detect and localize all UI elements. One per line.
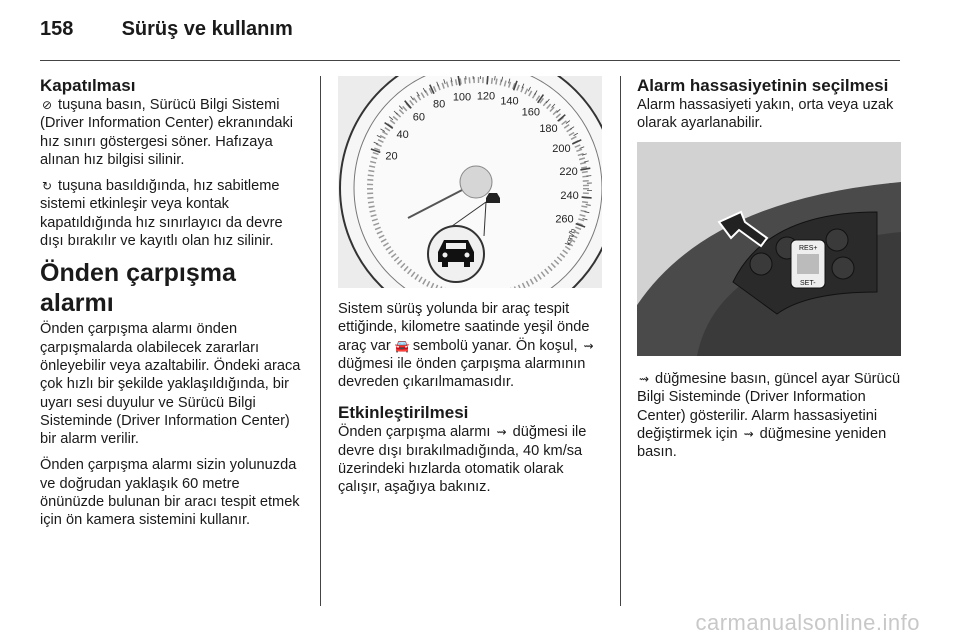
column-divider-left [320, 76, 321, 606]
right-column [637, 76, 901, 141]
vehicle-ahead-icon: 🚘 [394, 338, 410, 353]
column-divider-right [620, 76, 621, 606]
watermark: carmanualsonline.info [695, 610, 920, 635]
left-column [40, 76, 306, 538]
speedometer-illustration [338, 76, 602, 288]
speedometer-label: 160 [521, 106, 540, 119]
set-label: SET- [800, 280, 816, 287]
speedometer-label: 200 [552, 143, 571, 156]
section-title: Sürüş ve kullanım [121, 18, 293, 40]
paragraph-limiter-off: ⊘ tuşuna basın, Sürücü Bilgi Sistemi (Driver Information Center) ekranındaki hız sınırı göstergesi söner. Hafızaya alınan hız bilgisi silinir. [40, 97, 294, 168]
paragraph-cancel: ↻ tuşuna basıldığında, hız sabitleme sistemi etkinleşir veya kontak kapatıldığında hız sınırlayıcı da devre dışı bırakılır ve kayıtlı olan hız silinir. [40, 178, 283, 250]
steering-wheel-illustration [637, 142, 901, 356]
steering-wheel-figure [637, 142, 901, 356]
cancel-icon: ↻ [41, 179, 53, 194]
paragraph-intro: Önden çarpışma alarmı önden çarpışmalarda olabilecek zararları önleyebilir veya azaltabilir. Öndeki araca çok hızlı bir şekilde yaklaşıldığında, bir uyarı sesi duyulur ve Sürücü Bilgi Sisteminde (Driver Information Center) bir alarm verilir. [40, 321, 301, 448]
heading-kapatilmasi: Kapatılması [40, 76, 136, 95]
speedometer-tick [466, 76, 467, 80]
speedometer-label: 60 [412, 111, 426, 124]
speedometer-label: 40 [396, 129, 409, 142]
res-label: RES+ [799, 245, 818, 252]
speedometer-label: 260 [555, 213, 574, 226]
middle-column [338, 300, 606, 505]
paragraph-activation: Önden çarpışma alarmı ⇝ düğmesi ile devre dışı bırakılmadığında, 40 km/sa üzerindeki hızlarda otomatik olarak çalışır, aşağıya bakınız. [338, 424, 587, 496]
paragraph-vehicle-detected: Sistem sürüş yolunda bir araç tespit ettiğinde, kilometre saatinde yeşil önde araç var 🚘 sembolü yanar. Ön koşul, ⇝ düğmesi ile önden çarpışma alarmının devreden çıkarılmamasıdır. [338, 301, 594, 391]
limiter-icon: ⊘ [41, 98, 53, 112]
right-column-lower [637, 370, 901, 469]
collision-alert-icon: ⇝ [583, 338, 594, 353]
paragraph-camera: Önden çarpışma alarmı sizin yolunuzda ve doğrudan yaklaşık 60 metre önünüzde bulunan bir aracı tespit etmek için ön kamera sistemini kullanır. [40, 457, 300, 529]
speedometer-label: 20 [385, 150, 398, 163]
speedometer-label: 120 [476, 90, 496, 103]
heading-onden-carpisma: Önden çarpışma alarmı [40, 259, 236, 318]
speedometer-label: 80 [432, 98, 446, 111]
speedometer-tick [586, 176, 591, 177]
speedometer-figure [338, 76, 602, 288]
speedometer-label: 220 [559, 165, 578, 178]
heading-alarm-hassasiyet: Alarm hassasiyetinin seçilmesi [637, 76, 889, 95]
speedometer-label: 140 [500, 95, 519, 108]
paragraph-sensitivity: Alarm hassasiyeti yakın, orta veya uzak olarak ayarlanabilir. [637, 97, 894, 132]
collision-alert-icon: ⇝ [638, 372, 650, 386]
speedometer-label: 240 [560, 189, 579, 202]
heading-etkinlestirilmesi: Etkinleştirilmesi [338, 403, 469, 423]
collision-alert-icon: ⇝ [496, 425, 507, 440]
vehicle-ahead-icon [486, 193, 500, 203]
page-header [40, 18, 293, 41]
paragraph-press-button: ⇝ düğmesine basın, güncel ayar Sürücü Bilgi Sisteminde (Driver Information Center) gösterilir. Alarm hassasiyetini değiştirmek için ⇝ düğmesine yeniden basın. [637, 371, 901, 461]
page-number: 158 [40, 18, 74, 40]
speedometer-label: 100 [452, 91, 472, 104]
collision-alert-icon: ⇝ [743, 426, 754, 441]
speedometer-label: 180 [539, 122, 558, 135]
speedometer-tick [487, 76, 488, 84]
speedometer-unit: km/h [563, 227, 578, 247]
speedometer-tick [582, 197, 592, 198]
header-rule [40, 60, 900, 61]
